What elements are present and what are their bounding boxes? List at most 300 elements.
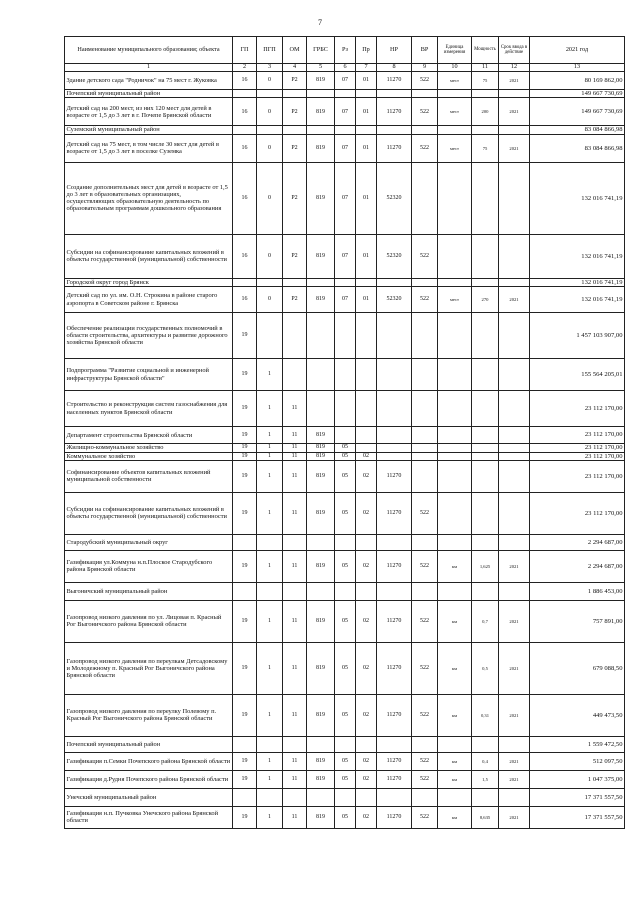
table-cell: 1 — [257, 600, 283, 642]
table-cell: 11270 — [377, 492, 412, 534]
table-cell — [499, 736, 530, 752]
table-cell — [356, 126, 377, 134]
column-number: 4 — [283, 64, 307, 72]
table-cell: 02 — [356, 600, 377, 642]
table-cell — [377, 313, 412, 359]
table-cell — [377, 427, 412, 444]
table-cell — [499, 427, 530, 444]
table-cell — [356, 313, 377, 359]
table-cell: км — [438, 694, 472, 736]
table-cell — [307, 534, 335, 550]
amount-cell: 23 112 170,00 — [530, 452, 625, 460]
table-cell — [472, 452, 499, 460]
table-cell — [438, 582, 472, 600]
row-name-cell: Здание детского сада "Родничок" на 75 мест г. Жуковка — [65, 72, 233, 90]
table-cell: 02 — [356, 694, 377, 736]
table-cell: 11270 — [377, 642, 412, 694]
row-name-cell: Жилищно-коммунальное хозяйство — [65, 444, 233, 452]
column-number: 8 — [377, 64, 412, 72]
amount-cell: 132 016 741,19 — [530, 162, 625, 234]
row-name-cell: Детский сад на 200 мест, из них 120 мест для детей в возрасте от 1,5 до 3 лет в г. Почепе Брянской области — [65, 98, 233, 126]
table-cell: км — [438, 550, 472, 582]
table-cell: 05 — [335, 492, 356, 534]
table-cell: 19 — [233, 359, 257, 391]
table-cell: 19 — [233, 752, 257, 770]
column-number: 6 — [335, 64, 356, 72]
table-cell — [377, 359, 412, 391]
table-cell: 819 — [307, 806, 335, 828]
table-cell: 19 — [233, 452, 257, 460]
row-name-cell: Детский сад на 75 мест, в том числе 30 мест для детей в возрасте от 1,5 до 3 лет в поселке Суземка — [65, 134, 233, 162]
table-cell: 522 — [412, 492, 438, 534]
row-name-cell: Создание дополнительных мест для детей в возрасте от 1,5 до 3 лет в образовательных организациях, осуществляющих образовательную деятельность по образовательным программам дошкольного образования — [65, 162, 233, 234]
table-cell: 2021 — [499, 600, 530, 642]
table-row — [65, 582, 625, 600]
table-cell: 11270 — [377, 72, 412, 90]
table-cell — [438, 534, 472, 550]
table-cell: 1 — [257, 642, 283, 694]
column-number: 11 — [472, 64, 499, 72]
table-cell: 522 — [412, 600, 438, 642]
table-cell — [412, 162, 438, 234]
table-row — [65, 770, 625, 788]
table-cell — [438, 234, 472, 278]
column-header: НР — [377, 37, 412, 64]
table-cell: 01 — [356, 162, 377, 234]
table-cell: 0,31 — [472, 694, 499, 736]
table-cell: 1 — [257, 452, 283, 460]
table-cell — [356, 534, 377, 550]
amount-cell: 1 047 375,00 — [530, 770, 625, 788]
table-row — [65, 278, 625, 286]
table-row — [65, 492, 625, 534]
row-name-cell: Коммунальное хозяйство — [65, 452, 233, 460]
table-cell: 522 — [412, 694, 438, 736]
table-cell — [472, 90, 499, 98]
row-name-cell: Субсидии на софинансирование капитальных вложений в объекты государственной (муниципальной) собственности — [65, 492, 233, 534]
table-cell — [377, 534, 412, 550]
table-cell: 11270 — [377, 600, 412, 642]
table-cell — [412, 736, 438, 752]
table-cell: 02 — [356, 642, 377, 694]
budget-table — [64, 36, 625, 829]
row-name-cell: Почепский муниципальный район — [65, 736, 233, 752]
column-number: 1 — [65, 64, 233, 72]
column-number: 13 — [530, 64, 625, 72]
table-cell — [412, 427, 438, 444]
table-cell: 05 — [335, 600, 356, 642]
table-cell: 0 — [257, 287, 283, 313]
table-cell — [335, 126, 356, 134]
table-cell: 07 — [335, 134, 356, 162]
table-cell: 05 — [335, 642, 356, 694]
table-cell: 11270 — [377, 694, 412, 736]
table-row — [65, 444, 625, 452]
amount-cell: 23 112 170,00 — [530, 444, 625, 452]
table-row — [65, 134, 625, 162]
table-cell — [499, 444, 530, 452]
table-cell: 1 — [257, 694, 283, 736]
table-cell: 1 — [257, 359, 283, 391]
table-cell — [472, 313, 499, 359]
column-header: ВР — [412, 37, 438, 64]
amount-cell: 2 294 687,00 — [530, 550, 625, 582]
table-cell — [233, 736, 257, 752]
table-cell: 16 — [233, 72, 257, 90]
table-cell — [472, 359, 499, 391]
table-cell: 1,625 — [472, 550, 499, 582]
table-cell: 01 — [356, 72, 377, 90]
table-cell: 0,5 — [472, 642, 499, 694]
row-name-cell: Городской округ город Брянск — [65, 278, 233, 286]
table-cell — [412, 391, 438, 427]
table-cell — [335, 278, 356, 286]
table-cell — [377, 736, 412, 752]
column-number: 9 — [412, 64, 438, 72]
table-cell — [412, 359, 438, 391]
table-cell: 19 — [233, 642, 257, 694]
table-cell: 11 — [283, 642, 307, 694]
table-cell — [335, 534, 356, 550]
row-name-cell: Субсидии на софинансирование капитальных вложений в объекты государственной (муниципальной) собственности — [65, 234, 233, 278]
table-cell — [499, 460, 530, 492]
table-cell — [438, 162, 472, 234]
table-cell — [356, 278, 377, 286]
row-name-cell: Газификация п.Семки Почепского района Брянской области — [65, 752, 233, 770]
table-cell — [472, 582, 499, 600]
amount-cell: 149 667 730,69 — [530, 98, 625, 126]
table-body — [65, 72, 625, 829]
table-cell: 11 — [283, 806, 307, 828]
table-cell: 01 — [356, 98, 377, 126]
table-cell — [472, 788, 499, 806]
table-cell — [335, 582, 356, 600]
table-cell: 75 — [472, 134, 499, 162]
table-cell: 522 — [412, 98, 438, 126]
table-cell: Р2 — [283, 72, 307, 90]
table-cell: 16 — [233, 162, 257, 234]
table-cell: 07 — [335, 162, 356, 234]
table-cell: 819 — [307, 162, 335, 234]
table-cell: 11 — [283, 391, 307, 427]
amount-cell: 679 088,50 — [530, 642, 625, 694]
column-number: 10 — [438, 64, 472, 72]
table-cell: 819 — [307, 492, 335, 534]
table-cell: 1 — [257, 427, 283, 444]
table-cell: 01 — [356, 134, 377, 162]
table-cell — [335, 313, 356, 359]
table-row — [65, 806, 625, 828]
amount-cell: 1 457 103 907,00 — [530, 313, 625, 359]
column-header: Срок ввода в действие — [499, 37, 530, 64]
amount-cell: 23 112 170,00 — [530, 460, 625, 492]
table-cell — [356, 391, 377, 427]
amount-cell: 132 016 741,19 — [530, 287, 625, 313]
column-header: Единица измерения — [438, 37, 472, 64]
table-cell: 05 — [335, 452, 356, 460]
table-cell — [499, 788, 530, 806]
amount-cell: 132 016 741,19 — [530, 234, 625, 278]
table-cell — [356, 736, 377, 752]
table-cell: 11 — [283, 770, 307, 788]
table-row — [65, 126, 625, 134]
table-cell: км — [438, 642, 472, 694]
amount-cell: 23 112 170,00 — [530, 492, 625, 534]
table-cell — [377, 452, 412, 460]
table-row — [65, 534, 625, 550]
table-cell — [438, 391, 472, 427]
table-cell: 11 — [283, 452, 307, 460]
table-cell — [499, 90, 530, 98]
table-cell — [335, 736, 356, 752]
table-cell: 19 — [233, 550, 257, 582]
table-cell — [499, 391, 530, 427]
table-cell: 0 — [257, 72, 283, 90]
table-cell: 19 — [233, 313, 257, 359]
table-row — [65, 359, 625, 391]
table-cell: мест — [438, 134, 472, 162]
amount-cell: 1 886 453,00 — [530, 582, 625, 600]
table-cell: 05 — [335, 460, 356, 492]
column-header: ГРБС — [307, 37, 335, 64]
table-row — [65, 234, 625, 278]
table-cell — [438, 126, 472, 134]
table-cell — [499, 278, 530, 286]
table-cell: 1 — [257, 770, 283, 788]
table-row — [65, 452, 625, 460]
table-cell: мест — [438, 72, 472, 90]
table-cell — [377, 90, 412, 98]
table-cell — [283, 736, 307, 752]
table-cell — [438, 452, 472, 460]
table-cell — [356, 788, 377, 806]
table-cell — [335, 427, 356, 444]
table-cell — [283, 788, 307, 806]
row-name-cell: Департамент строительства Брянской области — [65, 427, 233, 444]
table-cell: 11 — [283, 550, 307, 582]
table-cell: 19 — [233, 770, 257, 788]
amount-cell: 149 667 730,69 — [530, 90, 625, 98]
table-cell: 75 — [472, 72, 499, 90]
table-cell — [335, 788, 356, 806]
row-name-cell: Выгоничский муниципальный район — [65, 582, 233, 600]
table-row — [65, 287, 625, 313]
column-header: ПГП — [257, 37, 283, 64]
table-cell: 819 — [307, 752, 335, 770]
table-cell — [438, 359, 472, 391]
table-cell — [257, 126, 283, 134]
table-cell — [499, 534, 530, 550]
table-cell: 0,7 — [472, 600, 499, 642]
table-cell — [307, 313, 335, 359]
table-cell — [499, 492, 530, 534]
amount-cell: 2 294 687,00 — [530, 534, 625, 550]
table-cell — [356, 90, 377, 98]
table-cell — [438, 788, 472, 806]
table-cell — [257, 736, 283, 752]
table-cell: 02 — [356, 806, 377, 828]
table-cell: 200 — [472, 98, 499, 126]
table-cell: 1 — [257, 460, 283, 492]
amount-cell: 757 891,00 — [530, 600, 625, 642]
table-cell — [257, 313, 283, 359]
table-cell — [472, 162, 499, 234]
table-cell — [283, 582, 307, 600]
table-cell: 270 — [472, 287, 499, 313]
table-cell: 11270 — [377, 98, 412, 126]
table-cell — [377, 126, 412, 134]
table-cell — [283, 126, 307, 134]
row-name-cell: Газопровод низкого давления по переулкам Детсадовскому и Молодежному п. Красный Рог Выгоничского района Брянской области — [65, 642, 233, 694]
table-cell: 05 — [335, 806, 356, 828]
amount-cell: 23 112 170,00 — [530, 391, 625, 427]
table-cell: 1 — [257, 550, 283, 582]
table-row — [65, 694, 625, 736]
table-cell: 1,5 — [472, 770, 499, 788]
table-cell — [412, 126, 438, 134]
amount-cell: 132 016 741,19 — [530, 278, 625, 286]
table-cell: 1 — [257, 752, 283, 770]
table-cell: 522 — [412, 752, 438, 770]
table-cell — [307, 126, 335, 134]
table-cell: 2021 — [499, 770, 530, 788]
amount-cell: 83 084 866,98 — [530, 134, 625, 162]
table-cell — [438, 427, 472, 444]
column-header: ГП — [233, 37, 257, 64]
amount-cell: 17 371 557,50 — [530, 806, 625, 828]
row-name-cell: Газопровод низкого давления по переулку Полевому п. Красный Рог Выгоничского района Брянской области — [65, 694, 233, 736]
table-cell — [472, 278, 499, 286]
table-row — [65, 600, 625, 642]
table-cell — [499, 313, 530, 359]
table-row — [65, 90, 625, 98]
table-row — [65, 642, 625, 694]
table-cell: 11270 — [377, 770, 412, 788]
table-cell: 522 — [412, 234, 438, 278]
table-cell: 52320 — [377, 234, 412, 278]
table-cell: 07 — [335, 98, 356, 126]
column-number: 7 — [356, 64, 377, 72]
table-cell — [307, 359, 335, 391]
page-number: 7 — [318, 18, 322, 27]
table-row — [65, 313, 625, 359]
table-cell: 522 — [412, 550, 438, 582]
table-cell — [438, 313, 472, 359]
row-name-cell: Строительство и реконструкция систем газоснабжения для населенных пунктов Брянской области — [65, 391, 233, 427]
column-header: Мощность — [472, 37, 499, 64]
column-number: 3 — [257, 64, 283, 72]
table-row — [65, 162, 625, 234]
table-cell: мест — [438, 98, 472, 126]
table-cell: км — [438, 806, 472, 828]
row-name-cell: Газификация н.п. Пучковка Унечского района Брянской области — [65, 806, 233, 828]
table-cell: 819 — [307, 98, 335, 126]
column-number: 2 — [233, 64, 257, 72]
table-cell — [412, 444, 438, 452]
table-cell: 16 — [233, 98, 257, 126]
table-cell: Р2 — [283, 234, 307, 278]
table-cell: 2021 — [499, 72, 530, 90]
table-cell — [257, 278, 283, 286]
table-row — [65, 788, 625, 806]
table-cell — [438, 278, 472, 286]
table-cell: 19 — [233, 391, 257, 427]
row-name-cell: Стародубский муниципальный округ — [65, 534, 233, 550]
table-cell: 01 — [356, 287, 377, 313]
table-cell: 19 — [233, 806, 257, 828]
table-cell — [472, 444, 499, 452]
table-cell: 07 — [335, 234, 356, 278]
table-cell: 05 — [335, 770, 356, 788]
table-cell — [472, 534, 499, 550]
table-cell: 2021 — [499, 287, 530, 313]
table-cell — [356, 359, 377, 391]
table-cell — [412, 90, 438, 98]
amount-cell: 23 112 170,00 — [530, 427, 625, 444]
table-cell: 819 — [307, 550, 335, 582]
table-cell — [412, 460, 438, 492]
table-cell: 522 — [412, 134, 438, 162]
column-header: ОМ — [283, 37, 307, 64]
table-cell: км — [438, 770, 472, 788]
table-cell: 8,635 — [472, 806, 499, 828]
row-name-cell: Софинансирование объектов капитальных вложений муниципальной собственности — [65, 460, 233, 492]
table-cell: 02 — [356, 752, 377, 770]
column-number-row — [65, 64, 625, 72]
table-cell: 0 — [257, 162, 283, 234]
amount-cell: 1 559 472,50 — [530, 736, 625, 752]
table-cell — [233, 582, 257, 600]
table-cell — [356, 582, 377, 600]
column-header: Наименование муниципального образования; объекта — [65, 37, 233, 64]
table-cell — [438, 736, 472, 752]
table-cell — [377, 582, 412, 600]
table-cell — [257, 90, 283, 98]
table-cell: 0 — [257, 98, 283, 126]
table-cell: 819 — [307, 600, 335, 642]
table-cell — [335, 90, 356, 98]
table-cell: 522 — [412, 287, 438, 313]
amount-cell: 17 371 557,50 — [530, 788, 625, 806]
table-cell: 819 — [307, 72, 335, 90]
table-cell — [307, 736, 335, 752]
table-cell: мест — [438, 287, 472, 313]
table-header — [65, 37, 625, 72]
table-cell: 19 — [233, 427, 257, 444]
table-cell — [283, 534, 307, 550]
table-cell: 522 — [412, 770, 438, 788]
table-cell: 1 — [257, 444, 283, 452]
table-cell — [499, 359, 530, 391]
table-cell: 819 — [307, 444, 335, 452]
table-cell: 16 — [233, 134, 257, 162]
table-cell — [283, 313, 307, 359]
table-cell — [307, 788, 335, 806]
table-cell: 11 — [283, 492, 307, 534]
table-cell — [233, 278, 257, 286]
table-cell — [412, 313, 438, 359]
table-cell: 1 — [257, 806, 283, 828]
column-number: 5 — [307, 64, 335, 72]
table-cell: 05 — [335, 694, 356, 736]
table-row — [65, 427, 625, 444]
table-cell: 819 — [307, 694, 335, 736]
column-header: 2021 год — [530, 37, 625, 64]
table-cell: 05 — [335, 752, 356, 770]
table-cell: 16 — [233, 287, 257, 313]
table-cell — [438, 444, 472, 452]
table-cell — [377, 444, 412, 452]
